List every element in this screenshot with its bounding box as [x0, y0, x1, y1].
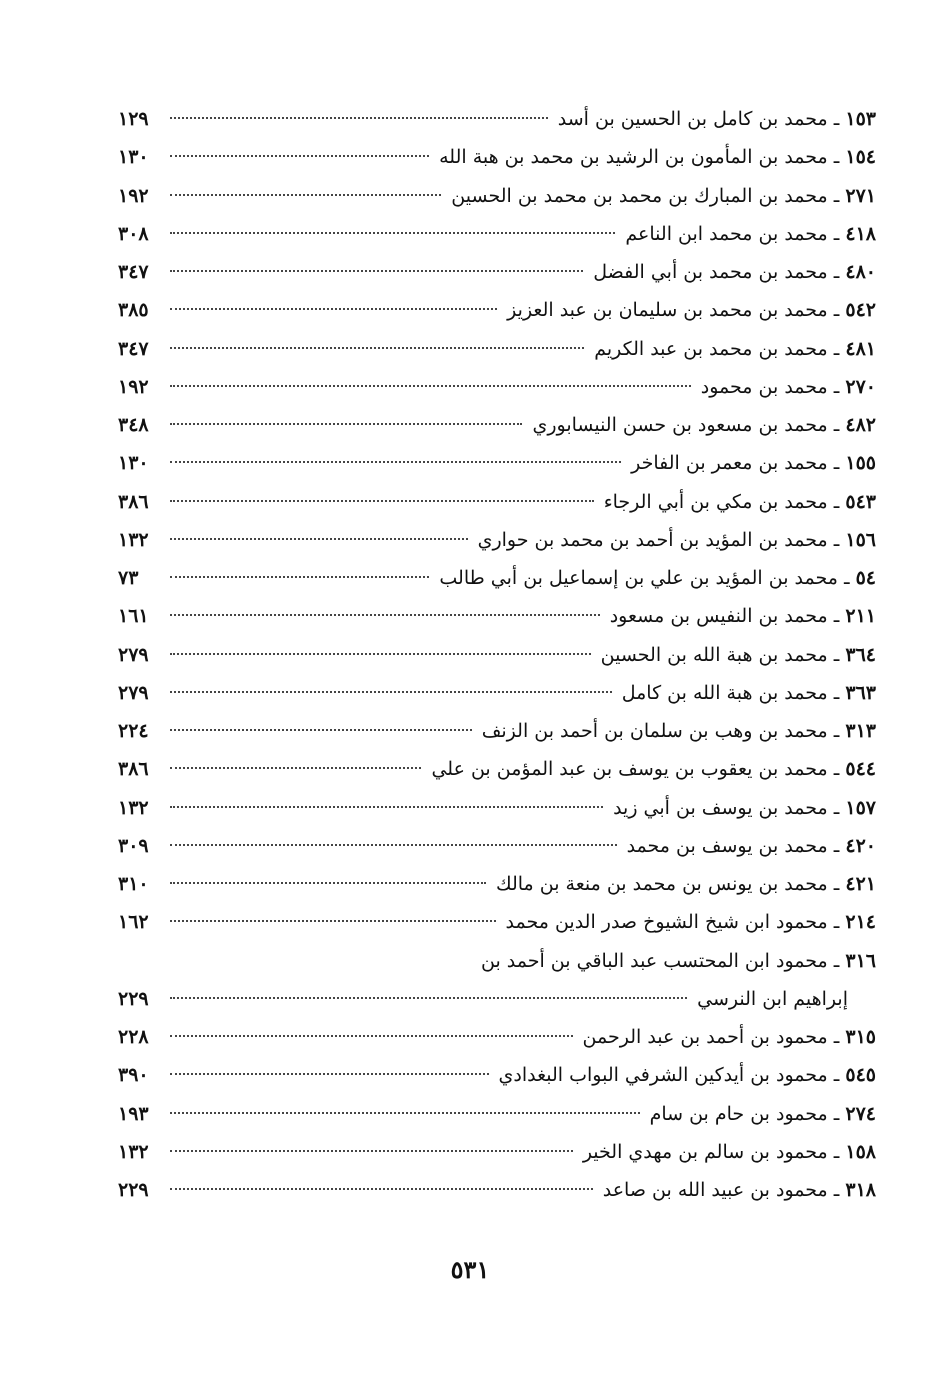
dot-leader	[170, 882, 486, 884]
entry-page-number: ٣٤٨	[118, 414, 149, 436]
dot-leader	[170, 461, 621, 463]
entry-number: ٥٤٣	[845, 490, 876, 513]
entry-number: ٣١٥	[845, 1026, 876, 1048]
entry-separator: ـ	[827, 528, 846, 551]
index-entry	[118, 330, 876, 368]
index-entry	[118, 521, 876, 559]
entry-number: ٢١٤	[845, 911, 876, 934]
dot-leader	[170, 1112, 640, 1114]
entry-separator: ـ	[827, 1026, 846, 1048]
entry-number: ٤٢١	[845, 873, 876, 895]
dot-leader	[170, 653, 591, 655]
entry-name: إبراهيم ابن النرسي	[697, 987, 848, 1010]
entry-page-number: ١٣٢	[118, 528, 149, 551]
dot-leader	[170, 844, 617, 846]
index-entry	[118, 597, 876, 635]
index-entry	[118, 406, 876, 444]
entry-separator: ـ	[827, 1179, 846, 1201]
index-entry	[118, 444, 876, 482]
index-entry	[118, 483, 876, 521]
entry-name: محمود بن أحمد بن عبد الرحمن	[582, 1026, 828, 1048]
dot-leader	[170, 997, 687, 999]
index-entry	[118, 636, 876, 674]
dot-leader	[170, 1188, 593, 1190]
entry-page-number: ٣١٠	[118, 873, 149, 895]
entry-name: محمود بن عبيد الله بن صاعد	[602, 1179, 828, 1201]
entry-text	[590, 330, 876, 368]
dot-leader	[170, 232, 615, 234]
entry-text	[589, 253, 876, 291]
entry-name: محمد بن محمد ابن الناعم	[625, 222, 828, 245]
entry-number: ٣٦٣	[845, 681, 876, 704]
index-entry	[118, 368, 876, 406]
entry-text	[478, 712, 876, 750]
dot-leader	[170, 576, 429, 578]
entry-separator: ـ	[827, 1064, 846, 1087]
entry-separator: ـ	[827, 375, 846, 398]
entry-number: ١٥٦	[845, 528, 876, 551]
index-entry	[118, 291, 876, 329]
entry-number: ٣١٦	[845, 949, 876, 972]
entry-page-number: ٧٣	[118, 567, 139, 589]
entry-text	[609, 789, 876, 827]
index-entry	[118, 177, 876, 215]
dot-leader	[170, 155, 429, 157]
index-entry	[118, 559, 876, 597]
entry-number: ٤٨٢	[845, 414, 876, 436]
index-entry	[118, 980, 876, 1018]
entry-number: ٣١٣	[845, 720, 876, 742]
entry-number: ٣٦٤	[845, 643, 876, 666]
entry-page-number: ٣٩٠	[118, 1064, 149, 1087]
entry-separator: ـ	[827, 337, 846, 360]
entry-name: محمد بن معمر بن الفاخر	[631, 452, 828, 475]
index-entry	[118, 100, 876, 138]
dot-leader	[170, 308, 497, 310]
entry-name: محمد بن محمد بن عبد الكريم	[594, 337, 828, 360]
dot-leader	[170, 1073, 489, 1075]
entry-text	[554, 100, 876, 138]
entry-page-number: ١٩٢	[118, 184, 149, 207]
dot-leader	[170, 117, 548, 119]
entry-name: محمد بن محمد بن أبي الفضل	[593, 261, 828, 283]
entry-page-number: ١٩٣	[118, 1102, 149, 1125]
entry-number: ٥٤	[855, 567, 876, 589]
entry-name: محمد بن المؤيد بن علي بن إسماعيل بن أبي طالب	[439, 567, 838, 589]
entry-separator: ـ	[827, 261, 846, 283]
entry-page-number: ٣٨٥	[118, 299, 149, 322]
entry-separator: ـ	[827, 299, 846, 322]
entry-text	[477, 942, 876, 980]
dot-leader	[170, 194, 441, 196]
entry-name: محمد بن المؤيد بن أحمد بن محمد بن حواري	[477, 528, 828, 551]
index-entry	[118, 1171, 876, 1209]
entry-text	[621, 215, 876, 253]
entry-page-number: ١٢٩	[118, 108, 149, 130]
dot-leader	[170, 1035, 573, 1037]
index-entry	[118, 674, 876, 712]
entry-number: ٢٧٤	[845, 1102, 876, 1125]
entry-page-number: ٢٧٩	[118, 643, 149, 666]
index-entry	[118, 865, 876, 903]
entry-page-number: ١٣٠	[118, 452, 149, 475]
entry-separator: ـ	[827, 873, 846, 895]
entry-text	[627, 444, 876, 482]
entry-text	[447, 177, 876, 215]
entry-number: ٤٨٠	[845, 261, 876, 283]
entry-number: ٥٤٥	[845, 1064, 876, 1087]
entry-page-number: ١٦٢	[118, 911, 149, 934]
entry-text	[435, 138, 876, 176]
entry-page-number: ٢٢٩	[118, 987, 149, 1010]
entry-separator: ـ	[827, 911, 846, 934]
entry-page-number: ٣٨٦	[118, 490, 149, 513]
entry-name: محمود بن سالم بن مهدي الخير	[582, 1140, 828, 1163]
entry-separator: ـ	[827, 108, 846, 130]
entry-text	[474, 521, 876, 559]
index-entry	[118, 903, 876, 941]
entry-name: محمود ابن المحتسب عبد الباقي بن أحمد بن	[481, 949, 828, 972]
dot-leader	[170, 806, 603, 808]
dot-leader	[170, 920, 496, 922]
dot-leader	[170, 385, 691, 387]
entry-separator: ـ	[837, 567, 856, 589]
entry-name: محمد بن يعقوب بن يوسف بن عبد المؤمن بن علي	[431, 758, 828, 781]
dot-leader	[170, 538, 468, 540]
entry-page-number: ١٣٢	[118, 796, 149, 819]
entry-name: محمد بن يونس بن محمد بن منعة بن مالك	[495, 873, 828, 895]
entry-separator: ـ	[827, 184, 846, 207]
entry-name: محمود ابن شيخ الشيوخ صدر الدين محمد	[505, 911, 828, 934]
entry-separator: ـ	[827, 146, 846, 169]
entry-separator: ـ	[827, 758, 846, 781]
entry-separator: ـ	[827, 490, 846, 513]
entry-page-number: ١٩٢	[118, 375, 149, 398]
entry-number: ١٥٤	[845, 146, 876, 169]
entry-text	[579, 1018, 876, 1056]
dot-leader	[170, 500, 594, 502]
dot-leader	[170, 270, 583, 272]
entry-name: محمد بن مكي بن أبي الرجاء	[603, 490, 828, 513]
entry-page-number: ٣٨٦	[118, 758, 149, 781]
entry-number: ٤١٨	[845, 222, 876, 245]
entry-name: محمد بن هبة الله بن كامل	[621, 681, 828, 704]
entry-separator: ـ	[827, 452, 846, 475]
index-entry	[118, 750, 876, 788]
entry-text	[492, 865, 876, 903]
entry-page-number: ٣٠٨	[118, 222, 149, 245]
index-entry	[118, 1133, 876, 1171]
entry-text	[697, 368, 876, 406]
entry-name: محمد بن يوسف بن محمد	[626, 834, 828, 857]
entry-number: ١٥٥	[845, 452, 876, 475]
entry-page-number: ٢٢٨	[118, 1026, 149, 1048]
dot-leader	[170, 1150, 573, 1152]
entry-name: محمد بن محمود	[700, 375, 828, 398]
entry-name: محمد بن هبة الله بن الحسين	[600, 643, 828, 666]
entry-name: محمد بن وهب بن سلمان بن أحمد بن الزنف	[481, 720, 828, 742]
entry-separator: ـ	[827, 720, 846, 742]
entry-text	[579, 1133, 876, 1171]
entry-number: ٢٧٠	[845, 375, 876, 398]
page-number: ٥٣١	[450, 1255, 490, 1284]
entry-page-number: ٣٤٧	[118, 261, 149, 283]
index-entry	[118, 215, 876, 253]
entry-name: محمد بن مسعود بن حسن النيسابوري	[532, 414, 828, 436]
entry-number: ١٥٧	[845, 796, 876, 819]
entry-name: محمد بن المبارك بن محمد بن محمد بن الحسين	[451, 184, 828, 207]
entry-text	[503, 291, 876, 329]
dot-leader	[170, 767, 421, 769]
entry-number: ٤٢٠	[845, 834, 876, 857]
dot-leader	[170, 691, 612, 693]
entry-name: محمد بن المأمون بن الرشيد بن محمد بن هبة الله	[439, 146, 828, 169]
entry-page-number: ٢٧٩	[118, 681, 149, 704]
index-entry	[118, 789, 876, 827]
entry-number: ٤٨١	[845, 337, 876, 360]
index-entry	[118, 1018, 876, 1056]
entry-number: ١٥٣	[845, 108, 876, 130]
entry-number: ٢١١	[845, 605, 876, 628]
entry-name: محمود بن أيدكين الشرفي البواب البغدادي	[498, 1064, 828, 1087]
index-entry	[118, 827, 876, 865]
entry-text	[623, 827, 876, 865]
entry-number: ٥٤٤	[845, 758, 876, 781]
entry-separator: ـ	[827, 681, 846, 704]
entry-page-number: ١٦١	[118, 605, 149, 628]
entry-text	[606, 597, 876, 635]
entry-name: محمد بن كامل بن الحسين بن أسد	[557, 108, 828, 130]
entry-text	[435, 559, 876, 597]
entry-text	[528, 406, 876, 444]
entry-text	[646, 1095, 876, 1133]
entry-page-number: ١٣٢	[118, 1140, 149, 1163]
entry-separator: ـ	[827, 1140, 846, 1163]
dot-leader	[170, 614, 600, 616]
index-list	[118, 100, 876, 1209]
entry-text	[693, 980, 876, 1018]
entry-text	[599, 1171, 876, 1209]
entry-separator: ـ	[827, 834, 846, 857]
dot-leader	[170, 423, 522, 425]
entry-text	[495, 1056, 876, 1094]
entry-separator: ـ	[827, 796, 846, 819]
entry-page-number: ٣٤٧	[118, 337, 149, 360]
entry-number: ١٥٨	[845, 1140, 876, 1163]
index-entry	[118, 1095, 876, 1133]
entry-name: محمد بن يوسف بن أبي زيد	[613, 796, 828, 819]
entry-number: ٢٧١	[845, 184, 876, 207]
entry-separator: ـ	[827, 414, 846, 436]
entry-page-number: ٢٢٩	[118, 1179, 149, 1201]
entry-text	[597, 636, 876, 674]
entry-separator: ـ	[827, 1102, 846, 1125]
entry-text	[427, 750, 876, 788]
entry-text	[502, 903, 876, 941]
index-entry	[118, 253, 876, 291]
index-entry	[118, 712, 876, 750]
entry-page-number: ٢٢٤	[118, 720, 149, 742]
entry-page-number: ٣٠٩	[118, 834, 149, 857]
dot-leader	[170, 347, 584, 349]
entry-page-number: ١٣٠	[118, 146, 149, 169]
entry-separator: ـ	[827, 643, 846, 666]
dot-leader	[170, 729, 472, 731]
entry-separator: ـ	[827, 605, 846, 628]
index-entry	[118, 1056, 876, 1094]
entry-name: محمود بن حام بن سام	[649, 1102, 828, 1125]
entry-text	[618, 674, 876, 712]
entry-name: محمد بن محمد بن سليمان بن عبد العزيز	[507, 299, 828, 322]
entry-text	[600, 483, 876, 521]
index-entry	[118, 138, 876, 176]
index-entry	[118, 942, 876, 980]
entry-number: ٣١٨	[845, 1179, 876, 1201]
entry-name: محمد بن النفيس بن مسعود	[609, 605, 828, 628]
entry-separator: ـ	[827, 949, 846, 972]
entry-separator: ـ	[827, 222, 846, 245]
entry-number: ٥٤٢	[845, 299, 876, 322]
